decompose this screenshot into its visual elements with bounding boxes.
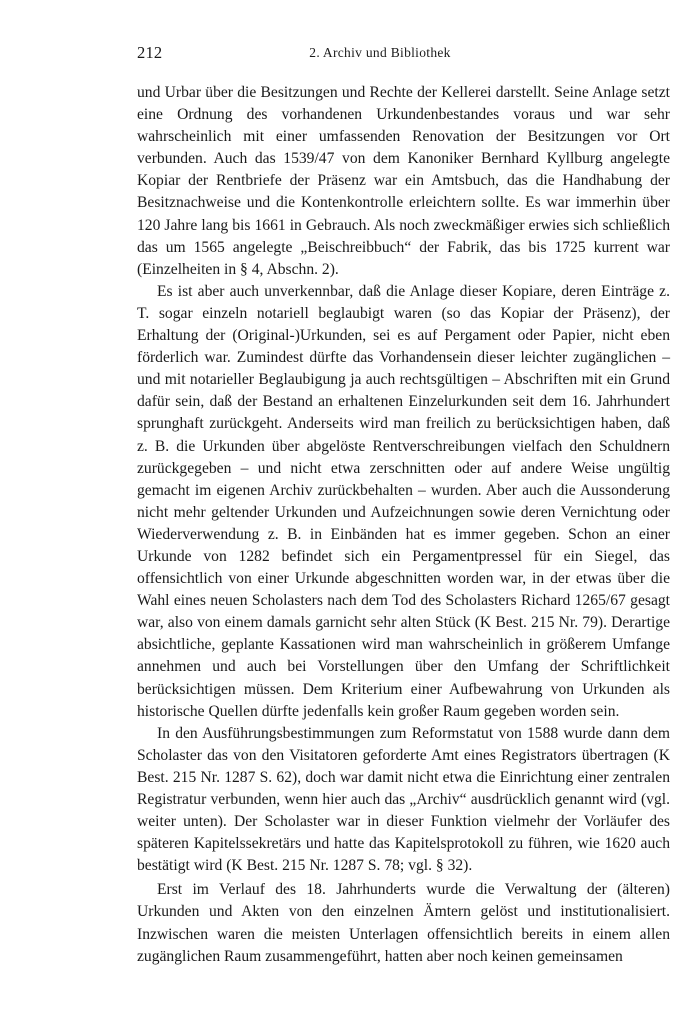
running-head: 2. Archiv und Bibliothek	[309, 45, 451, 60]
paragraph: und Urbar über die Besitzungen und Rechte der Kellerei darstellt. Seine Anlage setzt eine Ordnung des vorhandenen Urkundenbestandes voraus und war sehr wahrscheinlich mit einer umfassenden Renovation der Besitzungen vor Ort verbunden. Auch das 1539/47 von dem Kanoniker Bernhard Kyllburg angelegte Kopiar der Rentbriefe der Präsenz war ein Amtsbuch, das die Handhabung der Besitznachweise und die Kontenkontrolle erleichtern sollte. Es war immerhin über 120 Jahre lang bis 1661 in Gebrauch. Als noch zweckmäßiger erwies sich schließlich das um 1565 angelegte „Beischreibbuch“ der Fabrik, das bis 1725 kurrent war (Einzelheiten in § 4, Abschn. 2).	[137, 84, 670, 278]
paragraph: In den Ausführungsbestimmungen zum Reformstatut von 1588 wurde dann dem Scholaster das von den Visitatoren geforderte Amt eines Registrators übertragen (K Best. 215 Nr. 1287 S. 62), doch war damit nicht etwa die Einrichtung einer zentralen Registratur verbunden, wenn hier auch das „Archiv“ ausdrücklich genannt wird (vgl. weiter unten). Der Scholaster war in dieser Funktion vielmehr der Vorläufer des späteren Kapitelssekretärs und hatte das Kapitelsprotokoll zu führen, wie 1620 auch bestätigt wird (K Best. 215 Nr. 1287 S. 78; vgl. § 32).	[137, 724, 670, 875]
paragraph: Erst im Verlauf des 18. Jahrhunderts wurde die Verwaltung der (älteren) Urkunden und Akten von den einzelnen Ämtern gelöst und institutionalisiert. Inzwischen waren die meisten Unterlagen offensichtlich bereits in einem allen zugänglichen Raum zusammengeführt, hatten aber noch keinen gemeinsamen	[137, 881, 670, 965]
paragraph: Es ist aber auch unverkennbar, daß die Anlage dieser Kopiare, deren Einträge z. T. sogar einzeln notariell beglaubigt waren (so das Kopiar der Präsenz), der Erhaltung der (Original-)Urkunden, sei es auf Pergament oder Papier, nicht eben förderlich war. Zumindest dürfte das Vorhandensein dieser leichter zugänglichen – und mit notarieller Beglaubigung ja auch rechtsgültigen – Abschriften mit ein Grund dafür sein, daß der Bestand an erhaltenen Einzelurkunden seit dem 16. Jahrhundert sprunghaft zurückgeht. Anderseits wird man freilich zu berücksichtigen haben, daß z. B. die Urkunden über abgelöste Rentverschreibungen vielfach den Schuldnern zurückgegeben – und nicht etwa zerschnitten oder auf andere Weise ungültig gemacht im eigenen Archiv zurückbehalten – wurden. Aber auch die Aussonderung nicht mehr geltender Urkunden und Aufzeichnungen sowie deren Vernichtung oder Wiederverwendung z. B. in Einbänden hat es immer gegeben. Schon an einer Urkunde von 1282 befindet sich ein Pergamentpressel für ein Siegel, das offensichtlich von einer Urkunde abgeschnitten worden war, in der etwas über die Wahl eines neuen Scholasters nach dem Tod des Scholasters Richard 1265/67 gesagt war, also von einem damals garnicht sehr alten Stück (K Best. 215 Nr. 79). Derartige absichtliche, geplante Kassationen wird man wahrscheinlich in größerem Umfange annehmen und auch bei Vorstellungen über den Umfang der Schriftlichkeit berücksichtigen müssen. Dem Kriterium einer Aufbewahrung von Urkunden als historische Quellen dürfte jedenfalls kein großer Raum gegeben worden sein.	[137, 282, 670, 720]
body-text	[137, 82, 670, 968]
page-number: 212	[137, 43, 163, 62]
